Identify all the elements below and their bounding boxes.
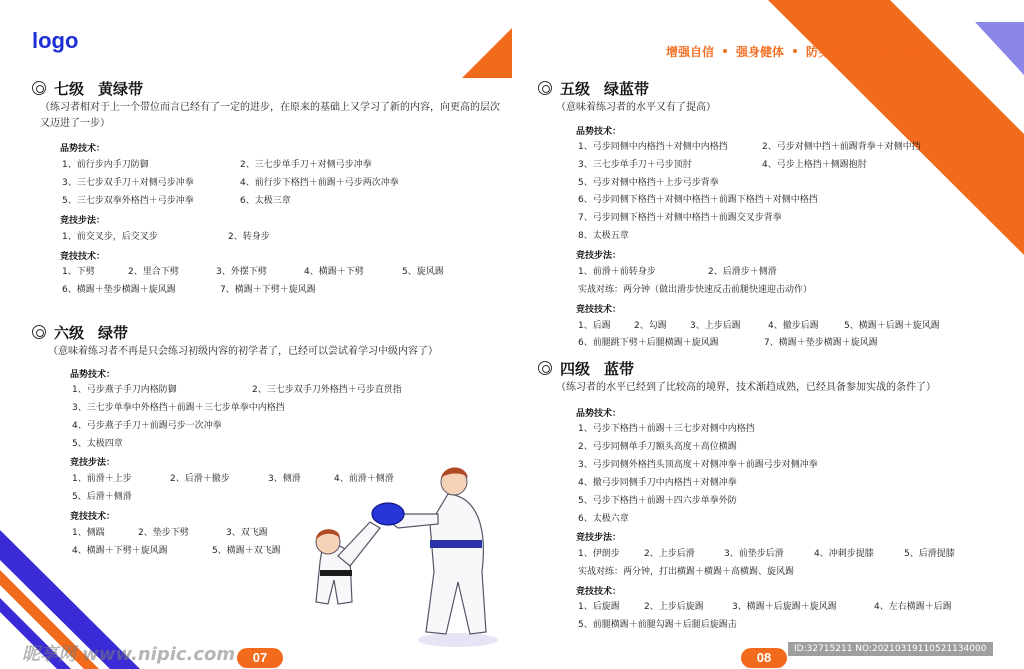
list-item: 5、太极四章 bbox=[72, 439, 123, 449]
list-item: 3、弓步同侧外格挡头顶高度＋对侧冲拳＋前踢弓步对侧冲拳 bbox=[578, 460, 818, 470]
steps-heading: 竞技步法： bbox=[576, 533, 622, 543]
list-item: 7、弓步同侧下格挡＋对侧中格挡＋前踢交叉步背拳 bbox=[578, 213, 782, 223]
list-item: 1、后旋踢 2、上步后旋踢 3、横踢＋后旋踢＋旋风踢 4、左右横踢＋后踢 bbox=[578, 602, 952, 612]
list-item: 1、前滑＋前转身步 2、后滑步＋侧滑 bbox=[578, 267, 777, 277]
list-item: 1、弓步下格挡＋前踢＋三七步对侧中内格挡 bbox=[578, 424, 755, 434]
list-item: 5、后滑＋侧滑 bbox=[72, 492, 132, 502]
list-item: 5、三七步双拳外格挡＋弓步冲拳 6、太极三章 bbox=[62, 196, 291, 206]
section-desc-belt4: （练习者的水平已经到了比较高的境界，技术渐趋成熟，已经具备参加实战的条件了） bbox=[556, 382, 936, 393]
list-item: 6、太极六章 bbox=[578, 514, 629, 524]
list-item: 8、太极五章 bbox=[578, 231, 629, 241]
list-item: 5、弓步下格挡＋前踢＋四六步单拳外防 bbox=[578, 496, 737, 506]
slogan-3: 防身自卫 bbox=[805, 45, 854, 59]
section-title-belt6 bbox=[32, 322, 128, 343]
list-item: 1、侧踹 2、垫步下劈 3、双飞踢 bbox=[72, 528, 268, 538]
tech-heading: 竞技技术： bbox=[60, 252, 106, 262]
section-desc-belt6: （意味着练习者不再是只会练习初级内容的初学者了，已经可以尝试着学习中级内容了） bbox=[48, 346, 438, 357]
slogan-dot bbox=[793, 49, 797, 53]
slogan-dot bbox=[863, 49, 867, 53]
belt-level: 六级 bbox=[54, 324, 85, 342]
shadow bbox=[418, 633, 498, 647]
belt-level: 五级 bbox=[560, 80, 591, 98]
child-kicking-leg bbox=[338, 522, 380, 566]
circle-bullet-icon bbox=[538, 361, 552, 375]
logo: logo bbox=[32, 28, 79, 53]
steps-heading: 竞技步法： bbox=[576, 251, 622, 261]
list-item: 5、前腿横踢＋前腿勾踢＋后腿后旋踢击 bbox=[578, 620, 737, 630]
forms-heading: 品势技术： bbox=[60, 144, 106, 154]
tech-heading: 竞技技术： bbox=[576, 587, 622, 597]
combat-line: 实战对练：两分钟，打出横踢＋横踢＋高横踢、旋风踢 bbox=[578, 567, 795, 577]
belt-level: 七级 bbox=[54, 80, 85, 98]
list-item: 5、弓步对侧中格挡＋上步弓步背拳 bbox=[578, 178, 719, 188]
forms-heading: 品势技术： bbox=[576, 127, 622, 137]
list-item: 2、弓步同侧单手刀额头高度＋高位横踢 bbox=[578, 442, 737, 452]
taekwondo-illustration bbox=[298, 462, 498, 652]
list-item: 3、三七步单拳中外格挡＋前踢＋三七步单拳中内格挡 bbox=[72, 403, 285, 413]
list-item: 1、下劈 2、里合下劈 3、外摆下劈 4、横踢＋下劈 5、旋风踢 bbox=[62, 267, 444, 277]
belt-name: 黄绿带 bbox=[98, 80, 144, 98]
belt-name: 绿蓝带 bbox=[604, 80, 650, 98]
slogan-bar bbox=[666, 43, 924, 60]
belt-level: 四级 bbox=[560, 360, 591, 378]
page-number-left: 07 bbox=[237, 648, 283, 668]
list-item: 3、三七步双手刀＋对侧弓步冲拳 4、前行步下格挡＋前踢＋弓步两次冲拳 bbox=[62, 178, 399, 188]
tech-heading: 竞技技术： bbox=[576, 305, 622, 315]
list-item: 1、后踢 2、勾踢 3、上步后踢 4、撤步后踢 5、横踢＋后踢＋旋风踢 bbox=[578, 321, 940, 331]
list-item: 1、弓步燕子手刀内格防御 2、三七步双手刀外格挡＋弓步直贯指 bbox=[72, 385, 402, 395]
tech-heading: 竞技技术： bbox=[70, 512, 116, 522]
watermark-brand: 昵享网 www.nipic.com bbox=[22, 644, 236, 665]
section-title-belt4 bbox=[538, 358, 634, 379]
page-number-right: 08 bbox=[741, 648, 787, 668]
list-item: 4、撤弓步同侧手刀中内格挡＋对侧冲拳 bbox=[578, 478, 737, 488]
list-item: 6、前腿跳下劈＋后腿横踢＋旋风踢 7、横踢＋垫步横踢＋旋风踢 bbox=[578, 338, 878, 348]
belt-name: 蓝带 bbox=[604, 360, 635, 378]
circle-bullet-icon bbox=[32, 325, 46, 339]
list-item: 6、横踢＋垫步横踢＋旋风踢 7、横踢＋下劈＋旋风踢 bbox=[62, 285, 316, 295]
watermark-id: ID:32715211 NO:20210319110521134000 bbox=[788, 642, 993, 656]
combat-line: 实战对练：两分钟（做出滑步快速反击前腿快速迎击动作） bbox=[578, 285, 813, 295]
slogan-2: 强身健体 bbox=[735, 45, 784, 59]
list-item: 3、三七步单手刀＋弓步顶肘 4、弓步上格挡＋侧踢抱肘 bbox=[578, 160, 867, 170]
circle-bullet-icon bbox=[538, 81, 552, 95]
list-item: 1、前行步内手刀防御 2、三七步单手刀＋对侧弓步冲拳 bbox=[62, 160, 372, 170]
slogan-4: 磨炼意志 bbox=[875, 45, 924, 59]
slogan-1: 增强自信 bbox=[665, 45, 714, 59]
circle-bullet-icon bbox=[32, 81, 46, 95]
forms-heading: 品势技术： bbox=[70, 370, 116, 380]
black-belt bbox=[320, 570, 352, 576]
blue-belt bbox=[430, 540, 482, 548]
section-desc-belt7: （练习者相对于上一个带位而言已经有了一定的进步，在原来的基础上又学习了新的内容，向更高的层次又迈进了一步） bbox=[40, 102, 500, 129]
list-item: 1、弓步同侧中内格挡＋对侧中内格挡 2、弓步对侧中挡＋前踢背拳＋对侧中挡 bbox=[578, 142, 921, 152]
forms-heading: 品势技术： bbox=[576, 409, 622, 419]
slogan-dot bbox=[723, 49, 727, 53]
steps-heading: 竞技步法： bbox=[60, 216, 106, 226]
list-item: 1、前交叉步，后交叉步 2、转身步 bbox=[62, 232, 270, 242]
list-item: 4、弓步燕子手刀＋前踢弓步一次冲拳 bbox=[72, 421, 222, 431]
section-title-belt5 bbox=[538, 78, 649, 99]
list-item: 6、弓步同侧下格挡＋对侧中格挡＋前踢下格挡＋对侧中格挡 bbox=[578, 195, 818, 205]
list-item: 4、横踢＋下劈＋旋风踢 5、横踢＋双飞踢 bbox=[72, 546, 281, 556]
steps-heading: 竞技步法： bbox=[70, 458, 116, 468]
section-title-belt7 bbox=[32, 78, 143, 99]
kick-pad bbox=[372, 503, 404, 525]
list-item: 1、前滑＋上步 2、后滑＋撤步 3、侧滑 4、前滑＋侧滑 bbox=[72, 474, 394, 484]
section-desc-belt5: （意味着练习者的水平又有了提高） bbox=[556, 102, 716, 113]
center-orange-triangle bbox=[462, 28, 512, 78]
list-item: 1、伊朗步 2、上步后滑 3、前垫步后滑 4、冲刺步提膝 5、后滑提膝 bbox=[578, 549, 955, 559]
belt-name: 绿带 bbox=[98, 324, 129, 342]
